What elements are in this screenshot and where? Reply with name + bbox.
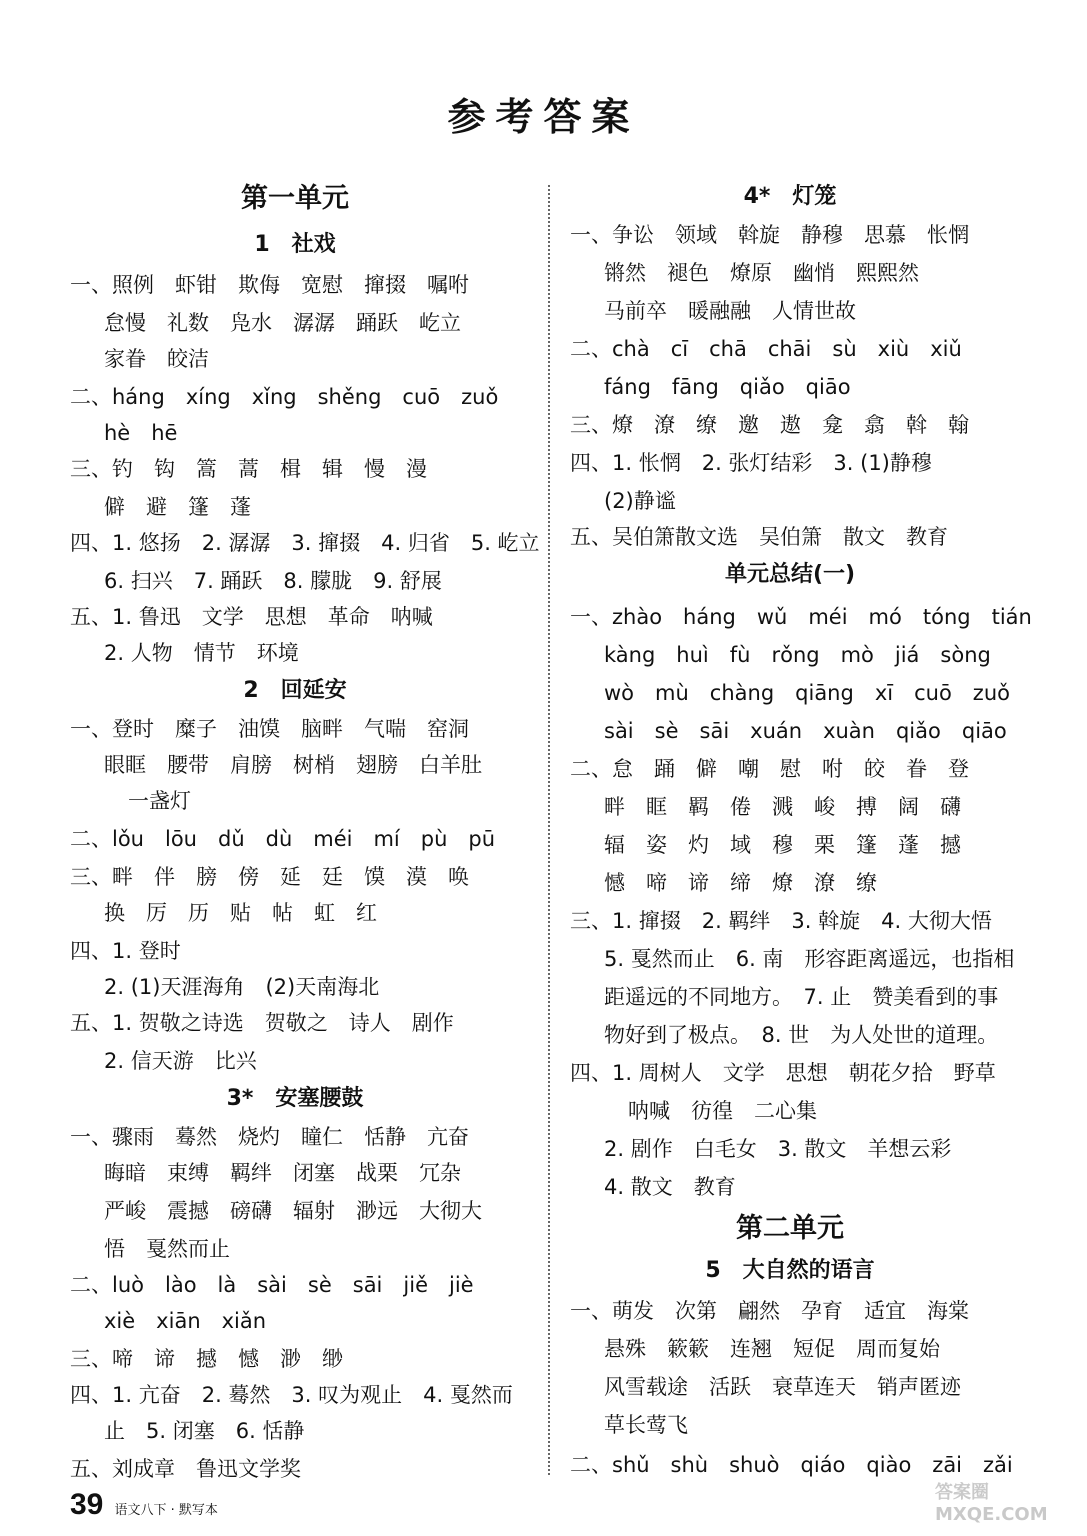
answer-line: 2. 信天游 比兴 <box>104 1049 257 1073</box>
page-number: 39 <box>70 1488 104 1521</box>
answer-line: 4. 散文 教育 <box>604 1175 736 1199</box>
answer-line: 草长莺飞 <box>604 1413 688 1437</box>
answer-line: 2. (1)天涯海角 (2)天南海北 <box>104 975 380 999</box>
lesson-heading: 2 回延安 <box>243 678 347 703</box>
answer-line: 辐 姿 灼 域 穆 栗 篷 蓬 撼 <box>604 833 961 857</box>
answer-line: 马前卒 暖融融 人情世故 <box>604 299 856 323</box>
answer-line: 一、争讼 领域 斡旋 静穆 思慕 怅惘 <box>570 223 969 247</box>
watermark-logo: 答案圈 MXQE.COM <box>935 1482 1048 1525</box>
answer-line: fáng fāng qiǎo qiāo <box>604 375 851 399</box>
answer-line: hè hē <box>104 421 178 445</box>
unit-heading: 第二单元 <box>736 1213 844 1244</box>
answer-line: 三、燎 潦 缭 邀 遨 龛 翕 斡 翰 <box>570 413 969 437</box>
answer-line: 三、1. 撺掇 2. 羁绊 3. 斡旋 4. 大彻大悟 <box>570 909 992 933</box>
answer-line: 距遥远的不同地方。 7. 止 赞美看到的事 <box>604 985 999 1009</box>
answer-line: 物好到了极点。 8. 世 为人处世的道理。 <box>604 1023 999 1047</box>
unit-heading: 第一单元 <box>241 183 349 214</box>
answer-line: 换 厉 历 贴 帖 虹 红 <box>104 901 377 925</box>
answer-line: 畔 眶 羁 倦 溅 峻 搏 阔 礴 <box>604 795 961 819</box>
answer-line: 2. 剧作 白毛女 3. 散文 羊想云彩 <box>604 1137 952 1161</box>
answer-line: 眼眶 腰带 肩膀 树梢 翅膀 白羊肚 <box>104 753 482 777</box>
answer-line: 四、1. 登时 <box>70 939 181 963</box>
answer-line: 五、刘成章 鲁迅文学奖 <box>70 1457 301 1481</box>
answer-line: 四、1. 周树人 文学 思想 朝花夕拾 野草 <box>570 1061 996 1085</box>
answer-line: 二、shǔ shù shuò qiáo qiào zāi zǎi <box>570 1453 1013 1477</box>
answer-line: 6. 扫兴 7. 踊跃 8. 朦胧 9. 舒展 <box>104 569 442 593</box>
answer-line: 四、1. 悠扬 2. 潺潺 3. 撺掇 4. 归省 5. 屹立 <box>70 531 540 555</box>
answer-line: 二、chà cī chā chāi sù xiù xiǔ <box>570 337 962 361</box>
column-divider <box>548 185 550 1475</box>
answer-line: 一、zhào háng wǔ méi mó tóng tián <box>570 605 1032 629</box>
answer-line: 四、1. 怅惘 2. 张灯结彩 3. (1)静穆 <box>570 451 932 475</box>
answer-line: 四、1. 亢奋 2. 蓦然 3. 叹为观止 4. 戛然而 <box>70 1383 513 1407</box>
answer-line: 晦暗 束缚 羁绊 闭塞 战栗 冗杂 <box>104 1161 461 1185</box>
book-tag: 语文八下 · 默写本 <box>114 1503 218 1518</box>
answer-line: xiè xiān xiǎn <box>104 1309 267 1333</box>
answer-line: 怠慢 礼数 凫水 潺潺 踊跃 屹立 <box>104 311 461 335</box>
answer-line: wò mù chàng qiāng xī cuō zuǒ <box>604 681 1010 705</box>
answer-line: 二、háng xíng xǐng shěng cuō zuǒ <box>70 385 499 409</box>
answer-line: 5. 戛然而止 6. 南 形容距离遥远，也指相 <box>604 947 1015 971</box>
answer-line: 家眷 皎洁 <box>104 347 209 371</box>
answer-line: kàng huì fù rǒng mò jiá sòng <box>604 643 991 667</box>
lesson-heading: 1 社戏 <box>254 232 336 257</box>
answer-line: sài sè sāi xuán xuàn qiǎo qiāo <box>604 719 1007 743</box>
lesson-heading: 5 大自然的语言 <box>705 1258 875 1283</box>
answer-line: 2. 人物 情节 环境 <box>104 641 299 665</box>
answer-line: (2)静谧 <box>604 489 676 513</box>
answer-line: 二、lǒu lōu dǔ dù méi mí pù pū <box>70 827 496 851</box>
answer-line: 三、钓 钩 篙 蒿 楫 辑 慢 漫 <box>70 457 427 481</box>
lesson-heading: 4* 灯笼 <box>743 184 837 209</box>
answer-line: 三、畔 伴 膀 傍 延 廷 馍 漠 唤 <box>70 865 469 889</box>
answer-line: 悟 戛然而止 <box>104 1237 230 1261</box>
answer-line: 锵然 褪色 燎原 幽悄 熙熙然 <box>604 261 919 285</box>
answer-line: 五、吴伯箫散文选 吴伯箫 散文 教育 <box>570 525 948 549</box>
answer-line: 一、骤雨 蓦然 烧灼 瞳仁 恬静 亢奋 <box>70 1125 469 1149</box>
answer-line: 二、luò lào là sài sè sāi jiě jiè <box>70 1273 474 1297</box>
answer-line: 二、怠 踊 僻 嘲 慰 咐 皎 眷 登 <box>570 757 969 781</box>
page-footer <box>70 1488 218 1522</box>
answer-line: 五、1. 贺敬之诗选 贺敬之 诗人 剧作 <box>70 1011 454 1035</box>
page-title: 参考答案 <box>447 95 640 139</box>
lesson-heading: 单元总结(一) <box>724 562 856 587</box>
answer-line: 风雪载途 活跃 衰草连天 销声匿迹 <box>604 1375 961 1399</box>
answer-line: 僻 避 篷 蓬 <box>104 495 251 519</box>
answer-line: 呐喊 彷徨 二心集 <box>628 1099 817 1123</box>
answer-line: 一、萌发 次第 翩然 孕育 适宜 海棠 <box>570 1299 969 1323</box>
answer-line: 憾 啼 谛 缔 燎 潦 缭 <box>604 871 877 895</box>
answer-line: 五、1. 鲁迅 文学 思想 革命 呐喊 <box>70 605 433 629</box>
lesson-heading: 3* 安塞腰鼓 <box>226 1086 364 1111</box>
answer-line: 一、照例 虾钳 欺侮 宽慰 撺掇 嘱咐 <box>70 273 469 297</box>
answer-line: 止 5. 闭塞 6. 恬静 <box>104 1419 305 1443</box>
answer-line: 严峻 震撼 磅礴 辐射 渺远 大彻大 <box>104 1199 482 1223</box>
answer-line: 三、啼 谛 撼 憾 渺 缈 <box>70 1347 343 1371</box>
answer-line: 一盏灯 <box>128 789 191 813</box>
answer-line: 悬殊 簌簌 连翘 短促 周而复始 <box>604 1337 940 1361</box>
answer-line: 一、登时 糜子 油馍 脑畔 气喘 窑洞 <box>70 717 469 741</box>
